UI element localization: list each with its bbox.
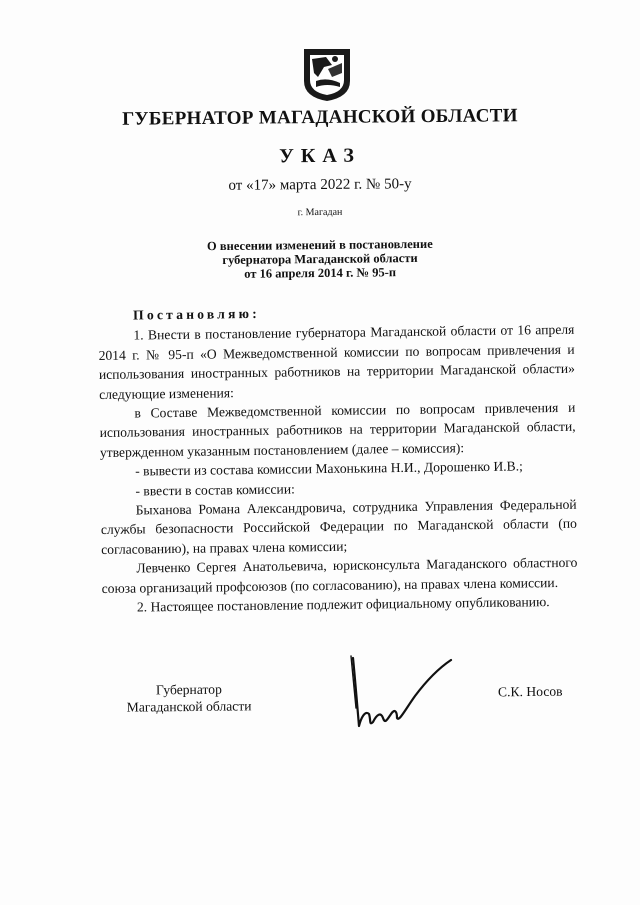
body-paragraph: в Составе Межведомственной комиссии по вопросам привлечения и использования иностранных работников на территории Магаданской области, утвержденном указанным постановлением (далее – комиссия): xyxy=(99,399,576,460)
body-paragraph: Левченко Сергея Анатольевича, юрисконсульта Магаданского областного союза организаций профсоюзов (по согласованию), на правах члена комиссии. xyxy=(101,555,578,596)
document-body xyxy=(98,300,578,618)
signatory-position xyxy=(104,680,274,716)
body-paragraph: 2. Настоящее постановление подлежит официальному опубликованию. xyxy=(136,594,550,615)
document-city: г. Магадан xyxy=(297,206,343,219)
handwritten-signature xyxy=(335,648,460,738)
coat-of-arms-emblem xyxy=(302,47,352,103)
document-type: УКАЗ xyxy=(279,144,361,168)
signatory-position-line: Губернатор xyxy=(155,681,222,698)
body-paragraph: 1. Внести в постановление губернатора Магаданской области от 16 апреля 2014 г. № 95-п «О Межведомственной комиссии по вопросам привлечения и использования иностранных работников на территории Магаданской области» следующие изменения: xyxy=(98,322,575,402)
subject-line: О внесении изменений в постановление xyxy=(206,236,433,254)
issuer-title: ГУБЕРНАТОР МАГАДАНСКОЙ ОБЛАСТИ xyxy=(122,105,518,130)
signatory-name: С.К. Носов xyxy=(497,683,563,700)
decree-word: Постановляю: xyxy=(133,305,261,323)
body-paragraph: Быханова Романа Александровича, сотрудника Управления Федеральной службы безопасности Российской Федерации по Магаданской области (по согласованию), на правах члена комиссии; xyxy=(100,496,577,557)
body-paragraph: - ввести в состав комиссии: xyxy=(135,481,295,499)
subject-line: от 16 апреля 2014 г. № 95-п xyxy=(244,265,397,281)
subject-line: губернатора Магаданской области xyxy=(222,250,418,268)
signatory-position-line: Магаданской области xyxy=(126,698,252,715)
document-date-number: от «17» марта 2022 г. № 50-у xyxy=(228,176,412,194)
document-subject xyxy=(0,235,640,284)
body-paragraph: - вывести из состава комиссии Махонькина Н.И., Дорошенко И.В.; xyxy=(135,458,523,479)
